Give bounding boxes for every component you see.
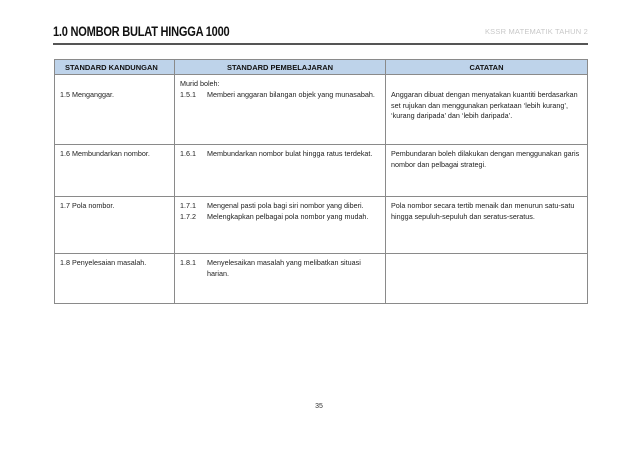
- table-header-row: [55, 60, 588, 75]
- page-header: [53, 24, 588, 44]
- learning-item-text: Memberi anggaran bilangan objek yang munasabah.: [207, 89, 375, 99]
- learning-item: [180, 90, 380, 101]
- content-standard-cell: [55, 254, 175, 304]
- learning-item-text: Melengkapkan pelbagai pola nombor yang mudah.: [207, 211, 369, 221]
- column-header-catatan: CATATAN: [386, 60, 588, 75]
- learning-item-text: Menyelesaikan masalah yang melibatkan situasi harian.: [207, 258, 361, 278]
- content-standard-cell: [55, 75, 175, 145]
- learning-item-number: 1.8.1: [180, 258, 196, 267]
- note-cell: [386, 75, 588, 145]
- learning-item-text: Membundarkan nombor bulat hingga ratus terdekat.: [207, 149, 373, 158]
- content-standard-text: 1.6 Membundarkan nombor.: [60, 149, 150, 158]
- note-cell: [386, 145, 588, 197]
- page-number: 35: [315, 403, 323, 410]
- content-standard-cell: [55, 145, 175, 197]
- learning-item-text: Mengenal pasti pola bagi siri nombor yang diberi.: [207, 201, 364, 210]
- content-standard-text: 1.7 Pola nombor.: [60, 201, 115, 210]
- note-cell: [386, 197, 588, 254]
- learning-item: [180, 201, 380, 212]
- column-header-standard-pembelajaran: STANDARD PEMBELAJARAN: [175, 60, 386, 75]
- content-standard-cell: [55, 197, 175, 254]
- note-text: Pembundaran boleh dilakukan dengan menggunakan garis nombor dan pelbagai strategi.: [391, 149, 580, 169]
- learning-standard-cell: [175, 145, 386, 197]
- table-row: [55, 254, 588, 304]
- learning-item-number: 1.7.1: [180, 201, 196, 210]
- learning-item-number: 1.7.2: [180, 211, 196, 221]
- learning-standard-cell: [175, 254, 386, 304]
- curriculum-table: [54, 59, 588, 304]
- learning-intro-text: Murid boleh:: [180, 79, 220, 88]
- content-standard-text: 1.8 Penyelesaian masalah.: [60, 258, 147, 267]
- note-text: Anggaran dibuat dengan menyatakan kuantiti berdasarkan set rujukan dan menggunakan perkataan ‘lebih kurang’, ‘kurang daripada’ dan ‘lebih daripada’.: [391, 90, 578, 120]
- learning-item: [180, 258, 380, 279]
- table-row: [55, 197, 588, 254]
- content-standard-text: 1.5 Menganggar.: [60, 90, 114, 99]
- learning-item: [180, 212, 380, 223]
- note-text: Pola nombor secara tertib menaik dan menurun satu-satu hingga sepuluh-sepuluh dan seratus-seratus.: [391, 201, 575, 221]
- document-subtitle: KSSR MATEMATIK TAHUN 2: [484, 27, 588, 36]
- learning-standard-cell: [175, 75, 386, 145]
- header-divider: [53, 43, 588, 45]
- learning-item-number: 1.5.1: [180, 89, 196, 99]
- table-row: [55, 145, 588, 197]
- learning-standard-cell: [175, 197, 386, 254]
- learning-item: [180, 149, 380, 160]
- table-row: [55, 75, 588, 145]
- note-cell: [386, 254, 588, 304]
- learning-item-number: 1.6.1: [180, 149, 196, 158]
- page-title: 1.0 NOMBOR BULAT HINGGA 1000: [53, 24, 230, 39]
- column-header-standard-kandungan: STANDARD KANDUNGAN: [55, 60, 175, 75]
